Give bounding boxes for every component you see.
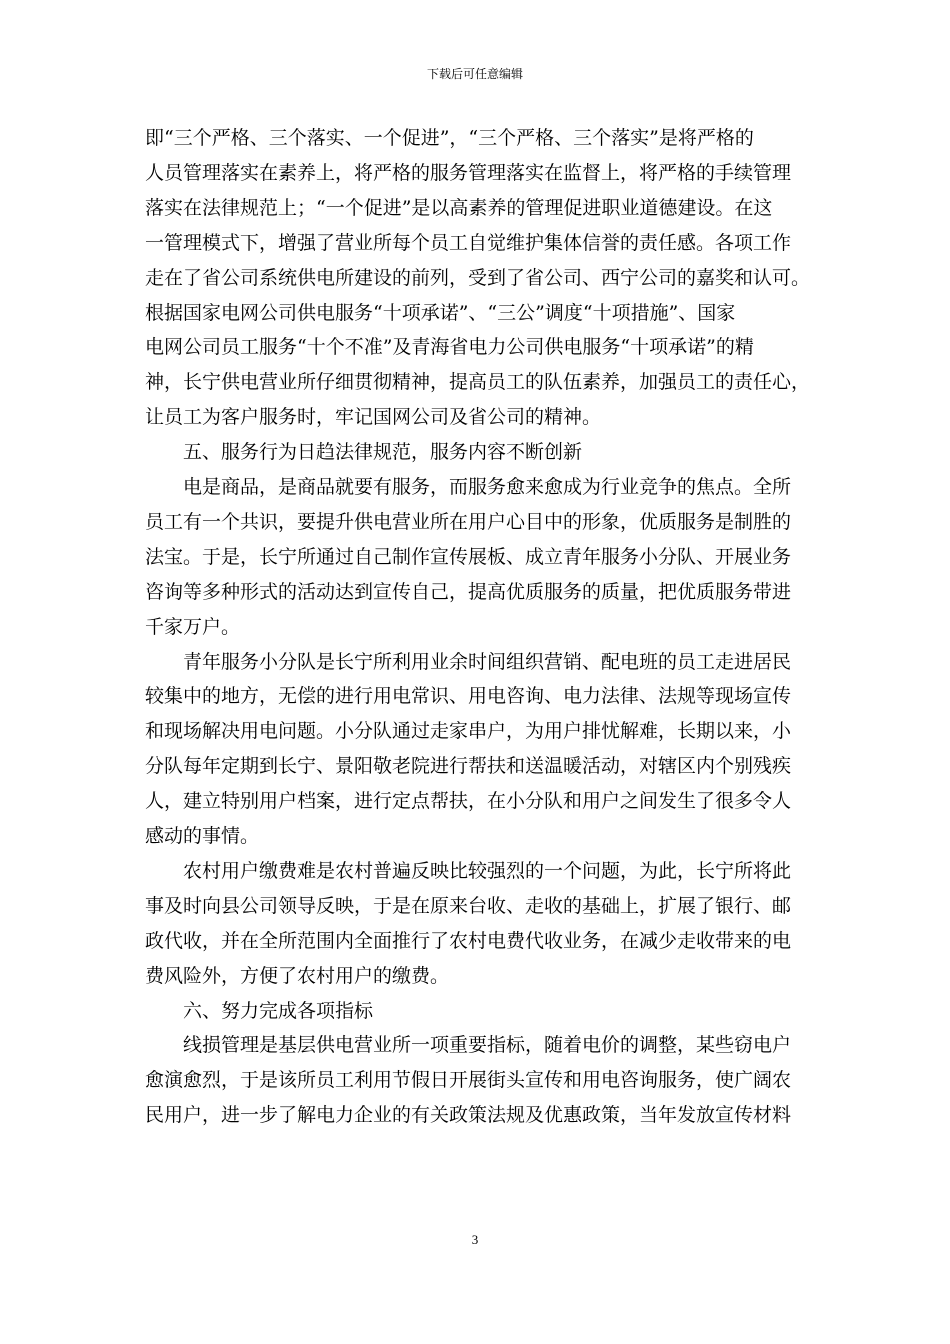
text-line: 感动的事情。 (145, 825, 260, 847)
text-line: 咨询等多种形式的活动达到宣传自己，提高优质服务的质量，把优质服务带进 (145, 581, 792, 603)
text-line: 费风险外，方便了农村用户的缴费。 (145, 965, 450, 987)
text-line: 青年服务小分队是长宁所利用业余时间组织营销、配电班的员工走进居民 (145, 651, 792, 673)
page-number: 3 (471, 1232, 479, 1247)
text-line: 分队每年定期到长宁、景阳敬老院进行帮扶和送温暖活动，对辖区内个别残疾 (145, 755, 792, 777)
text-line: 愈演愈烈，于是该所员工利用节假日开展街头宣传和用电咨询服务，使广阔农 (145, 1069, 792, 1091)
text-line: 五、服务行为日趋法律规范，服务内容不断创新 (145, 441, 583, 463)
text-line: 根据国家电网公司供电服务“十项承诺”、“三公”调度“十项措施”、国家 (145, 302, 736, 324)
text-line: 千家万户。 (145, 616, 241, 638)
text-line: 民用户，进一步了解电力企业的有关政策法规及优惠政策，当年发放宣传材料 (145, 1104, 792, 1126)
text-line: 农村用户缴费难是农村普遍反映比较强烈的一个问题，为此，长宁所将此 (145, 860, 792, 882)
text-line: 走在了省公司系统供电所建设的前列，受到了省公司、西宁公司的嘉奖和认可。 (145, 267, 811, 289)
text-line: 即“三个严格、三个落实、一个促进”，“三个严格、三个落实”是将严格的 (145, 127, 754, 149)
text-line: 人，建立特别用户档案，进行定点帮扶，在小分队和用户之间发生了很多令人 (145, 790, 792, 812)
text-line: 电是商品，是商品就要有服务，而服务愈来愈成为行业竞争的焦点。全所 (145, 476, 792, 498)
page-header: 下载后可任意编辑 (426, 67, 523, 81)
text-line: 让员工为客户服务时，牢记国网公司及省公司的精神。 (145, 406, 602, 428)
text-line: 事及时向县公司领导反映，于是在原来台收、走收的基础上，扩展了银行、邮 (145, 895, 792, 917)
text-line: 六、努力完成各项指标 (145, 1000, 374, 1022)
text-line: 线损管理是基层供电营业所一项重要指标，随着电价的调整，某些窃电户 (145, 1034, 792, 1056)
text-line: 一管理模式下，增强了营业所每个员工自觉维护集体信誉的责任感。各项工作 (145, 232, 792, 254)
text-line: 较集中的地方，无偿的进行用电常识、用电咨询、电力法律、法规等现场宣传 (145, 685, 792, 707)
text-line: 人员管理落实在素养上，将严格的服务管理落实在监督上，将严格的手续管理 (145, 162, 792, 184)
text-line: 政代收，并在全所范围内全面推行了农村电费代收业务，在减少走收带来的电 (145, 930, 792, 952)
text-line: 落实在法律规范上；“一个促进”是以高素养的管理促进职业道德建设。在这 (145, 197, 773, 219)
text-line: 电网公司员工服务“十个不准”及青海省电力公司供电服务“十项承诺”的精 (145, 336, 754, 358)
text-line: 法宝。于是，长宁所通过自己制作宣传展板、成立青年服务小分队、开展业务 (145, 546, 792, 568)
text-line: 神，长宁供电营业所仔细贯彻精神，提高员工的队伍素养，加强员工的责任心， (145, 371, 811, 393)
text-line: 和现场解决用电问题。小分队通过走家串户，为用户排忧解难，长期以来，小 (145, 720, 792, 742)
text-line: 员工有一个共识，要提升供电营业所在用户心目中的形象，优质服务是制胜的 (145, 511, 792, 533)
